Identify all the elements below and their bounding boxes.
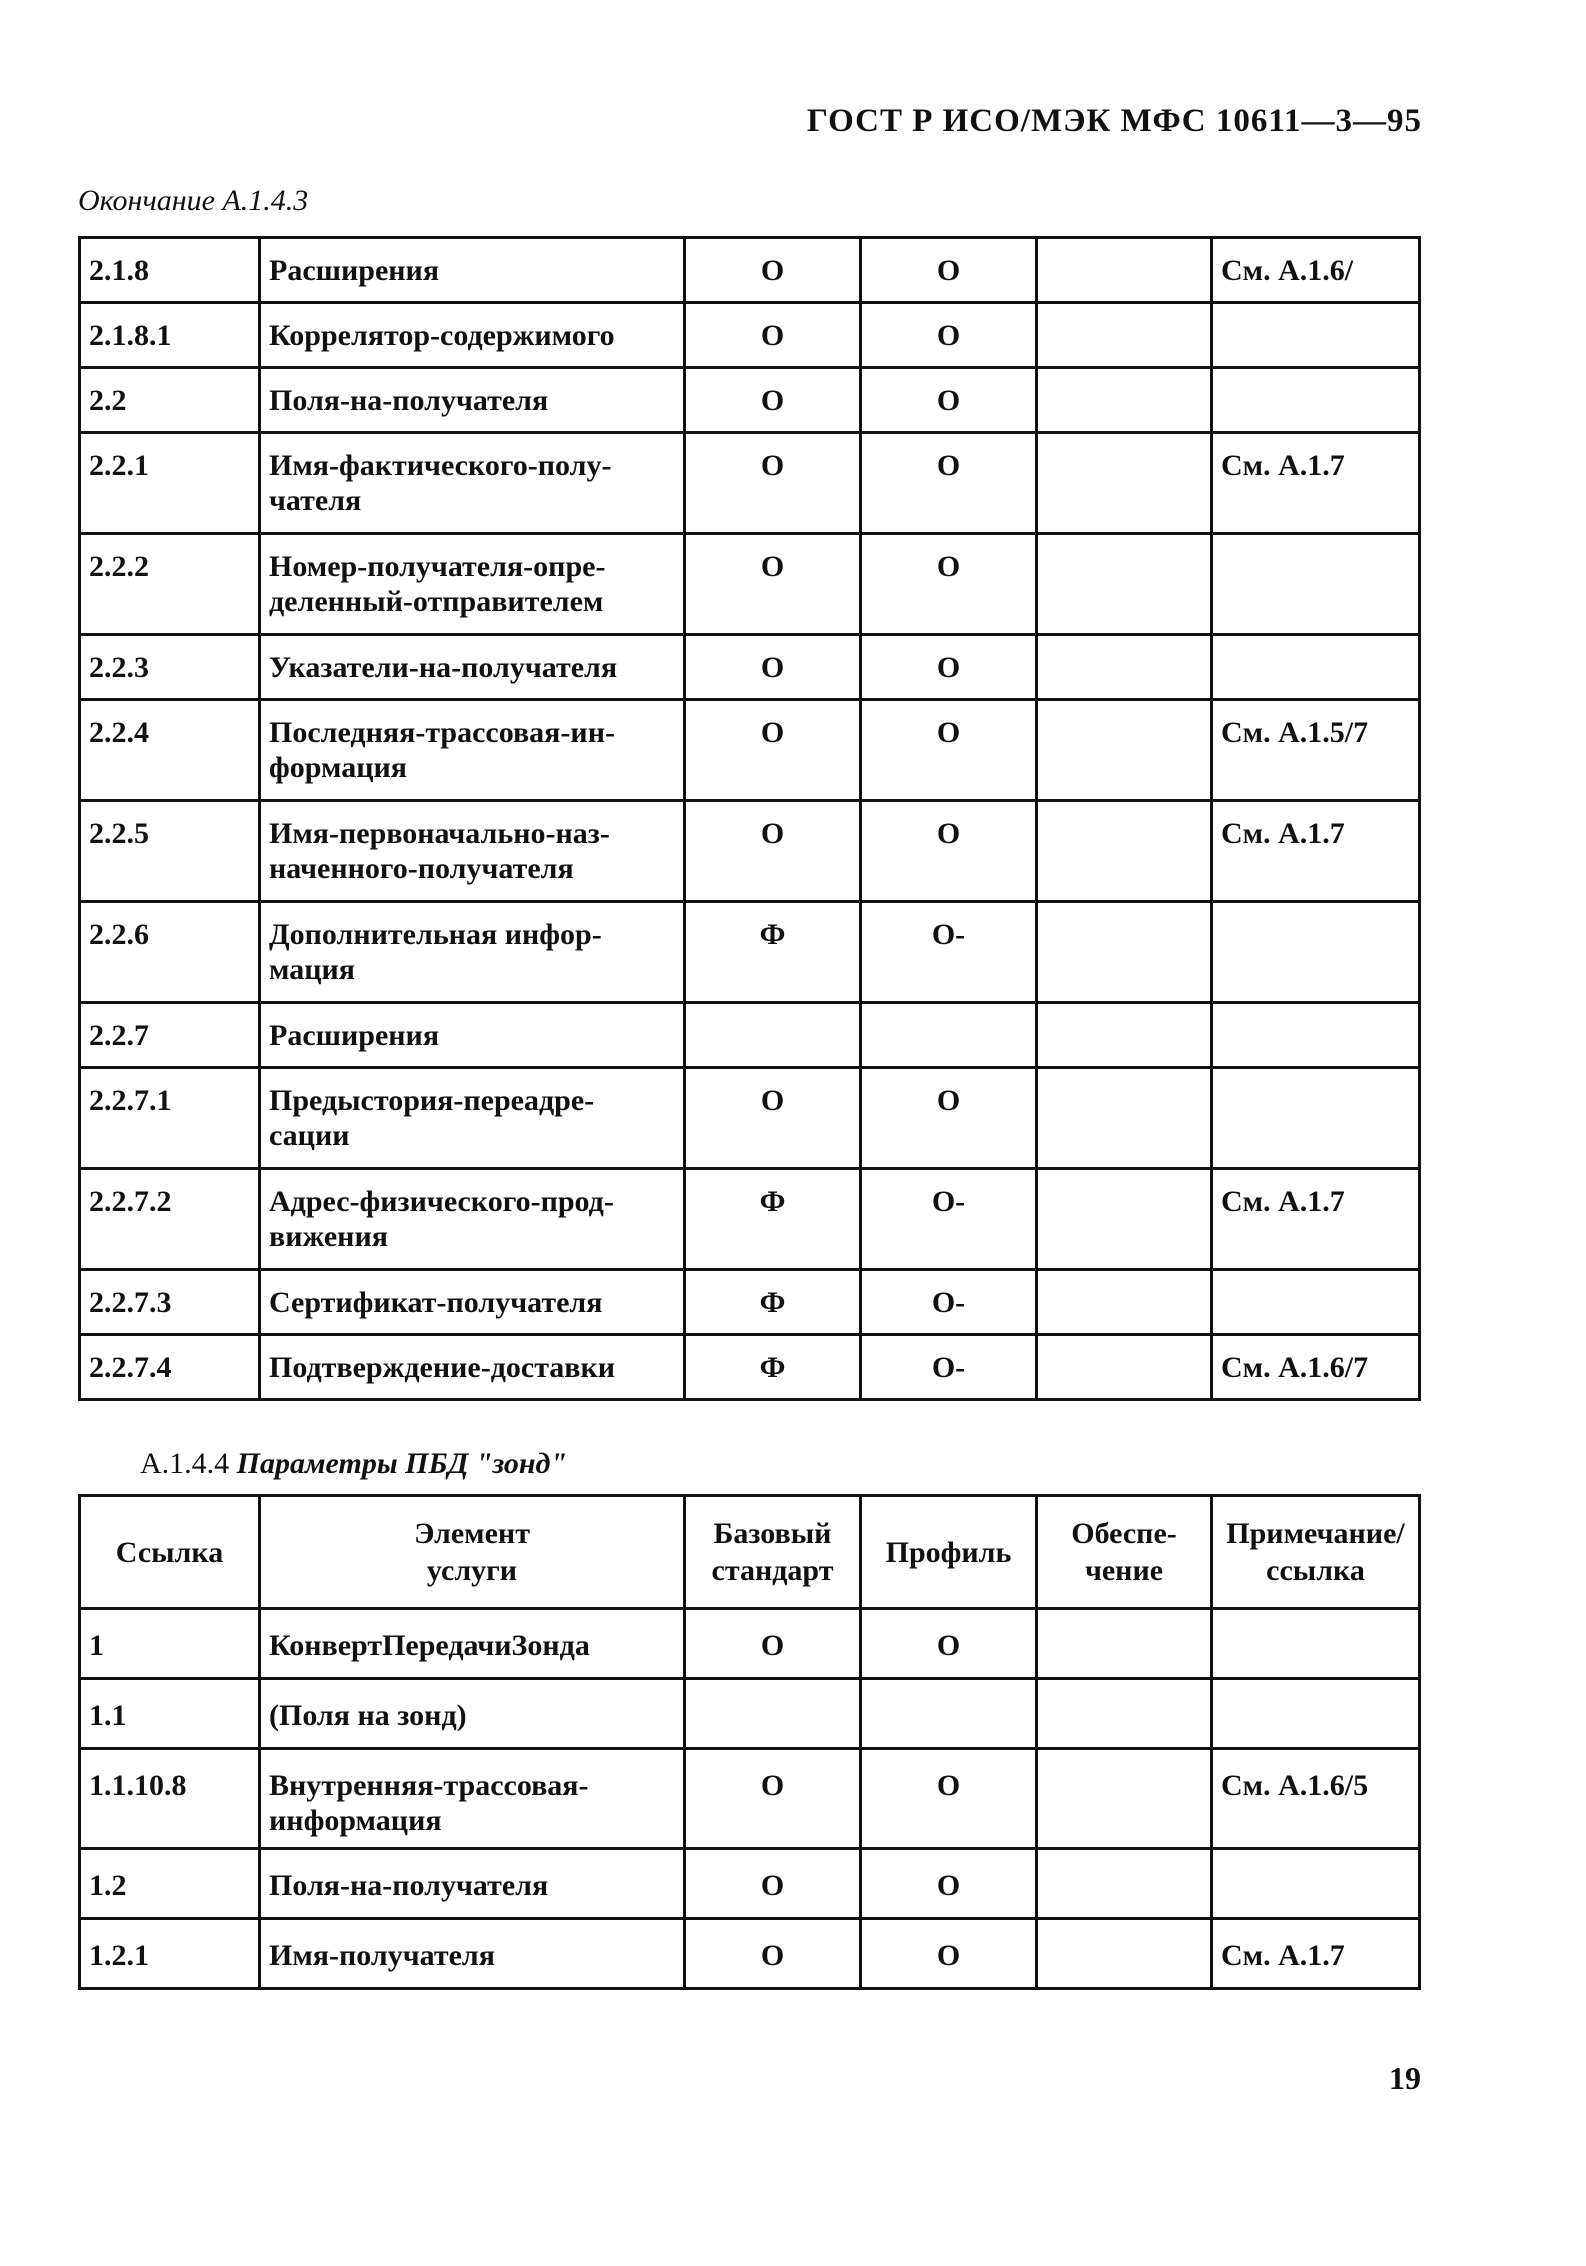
column-header-support: Обеспе- чение	[1037, 1496, 1212, 1609]
cell-ref: 2.2.7.4	[80, 1335, 260, 1400]
table-row	[80, 1270, 1420, 1335]
table-row	[80, 1003, 1420, 1068]
table-row	[80, 1679, 1420, 1749]
cell-base-standard: Ф	[685, 1169, 861, 1270]
cell-element: Внутренняя-трассовая- информация	[260, 1749, 685, 1849]
cell-base-standard: О	[685, 801, 861, 902]
cell-support	[1037, 1749, 1212, 1849]
cell-base-standard: Ф	[685, 902, 861, 1003]
cell-profile: О	[861, 801, 1037, 902]
cell-base-standard	[685, 1003, 861, 1068]
cell-support	[1037, 700, 1212, 801]
cell-element: Предыстория-переадре- сации	[260, 1068, 685, 1169]
section-heading	[140, 1447, 567, 1481]
cell-support	[1037, 902, 1212, 1003]
table-row	[80, 1749, 1420, 1849]
cell-profile: О	[861, 1609, 1037, 1679]
cell-ref: 2.2.7.1	[80, 1068, 260, 1169]
cell-profile: О	[861, 1749, 1037, 1849]
cell-note	[1212, 1849, 1420, 1919]
table-row	[80, 238, 1420, 303]
cell-note	[1212, 1679, 1420, 1749]
cell-element: Расширения	[260, 1003, 685, 1068]
cell-ref: 1.2	[80, 1849, 260, 1919]
cell-note	[1212, 1270, 1420, 1335]
cell-ref: 2.2.7.2	[80, 1169, 260, 1270]
cell-profile: О	[861, 700, 1037, 801]
table-row	[80, 801, 1420, 902]
cell-profile: О	[861, 368, 1037, 433]
cell-element: Поля-на-получателя	[260, 1849, 685, 1919]
table-row	[80, 902, 1420, 1003]
cell-note: См. А.1.6/5	[1212, 1749, 1420, 1849]
cell-base-standard: О	[685, 1749, 861, 1849]
table-row	[80, 303, 1420, 368]
cell-ref: 1.2.1	[80, 1919, 260, 1989]
cell-ref: 1.1.10.8	[80, 1749, 260, 1849]
cell-base-standard: О	[685, 635, 861, 700]
cell-ref: 2.2.1	[80, 433, 260, 534]
cell-base-standard	[685, 1679, 861, 1749]
column-header-ref: Ссылка	[80, 1496, 260, 1609]
cell-element: Адрес-физического-прод- вижения	[260, 1169, 685, 1270]
cell-note: См. А.1.6/7	[1212, 1335, 1420, 1400]
cell-ref: 1.1	[80, 1679, 260, 1749]
cell-support	[1037, 1849, 1212, 1919]
column-header-element: Элемент услуги	[260, 1496, 685, 1609]
document-header: ГОСТ Р ИСО/МЭК МФС 10611—3—95	[806, 103, 1422, 139]
cell-base-standard: О	[685, 368, 861, 433]
table-row	[80, 1169, 1420, 1270]
cell-profile: О	[861, 1849, 1037, 1919]
cell-ref: 2.2.6	[80, 902, 260, 1003]
cell-support	[1037, 1169, 1212, 1270]
cell-support	[1037, 635, 1212, 700]
cell-support	[1037, 534, 1212, 635]
cell-profile	[861, 1679, 1037, 1749]
table-row	[80, 1919, 1420, 1989]
cell-profile: О	[861, 534, 1037, 635]
cell-support	[1037, 1270, 1212, 1335]
cell-element: Поля-на-получателя	[260, 368, 685, 433]
cell-base-standard: О	[685, 1919, 861, 1989]
cell-support	[1037, 1679, 1212, 1749]
cell-base-standard: О	[685, 238, 861, 303]
cell-element: Дополнительная инфор- мация	[260, 902, 685, 1003]
parameters-table-a143	[78, 236, 1421, 1401]
table-row	[80, 635, 1420, 700]
cell-note	[1212, 303, 1420, 368]
cell-support	[1037, 801, 1212, 902]
cell-ref: 2.2.5	[80, 801, 260, 902]
cell-note	[1212, 1003, 1420, 1068]
cell-support	[1037, 1068, 1212, 1169]
cell-base-standard: О	[685, 433, 861, 534]
section-number: А.1.4.4	[140, 1447, 230, 1480]
cell-profile: О	[861, 433, 1037, 534]
table-row	[80, 534, 1420, 635]
cell-element: Имя-первоначально-наз- наченного-получателя	[260, 801, 685, 902]
cell-profile	[861, 1003, 1037, 1068]
cell-note	[1212, 534, 1420, 635]
cell-support	[1037, 1003, 1212, 1068]
cell-ref: 2.2.2	[80, 534, 260, 635]
cell-support	[1037, 1919, 1212, 1989]
cell-note: См. А.1.7	[1212, 1919, 1420, 1989]
cell-ref: 2.1.8.1	[80, 303, 260, 368]
cell-element: КонвертПередачиЗонда	[260, 1609, 685, 1679]
cell-support	[1037, 238, 1212, 303]
cell-base-standard: Ф	[685, 1270, 861, 1335]
cell-note: См. А.1.6/	[1212, 238, 1420, 303]
cell-element: Коррелятор-содержимого	[260, 303, 685, 368]
cell-note: См. А.1.7	[1212, 801, 1420, 902]
parameters-table-a144	[78, 1494, 1421, 1990]
cell-element: Подтверждение-доставки	[260, 1335, 685, 1400]
table-row	[80, 700, 1420, 801]
column-header-base-standard: Базовый стандарт	[685, 1496, 861, 1609]
cell-element: Последняя-трассовая-ин- формация	[260, 700, 685, 801]
cell-ref: 2.2.7.3	[80, 1270, 260, 1335]
cell-support	[1037, 433, 1212, 534]
section-title: Параметры ПБД "зонд"	[236, 1447, 568, 1480]
cell-note	[1212, 902, 1420, 1003]
cell-base-standard: О	[685, 700, 861, 801]
cell-profile: О	[861, 1919, 1037, 1989]
cell-profile: О	[861, 635, 1037, 700]
cell-ref: 2.2.4	[80, 700, 260, 801]
cell-note: См. А.1.7	[1212, 1169, 1420, 1270]
cell-profile: О-	[861, 902, 1037, 1003]
cell-element: Номер-получателя-опре- деленный-отправителем	[260, 534, 685, 635]
cell-ref: 2.2.3	[80, 635, 260, 700]
cell-base-standard: О	[685, 1068, 861, 1169]
cell-note	[1212, 368, 1420, 433]
cell-ref: 2.2.7	[80, 1003, 260, 1068]
cell-profile: О-	[861, 1169, 1037, 1270]
cell-ref: 2.1.8	[80, 238, 260, 303]
cell-note: См. А.1.7	[1212, 433, 1420, 534]
cell-element: Имя-фактического-полу- чателя	[260, 433, 685, 534]
table-row	[80, 368, 1420, 433]
column-header-note: Примечание/ ссылка	[1212, 1496, 1420, 1609]
cell-note	[1212, 1609, 1420, 1679]
cell-note	[1212, 635, 1420, 700]
cell-profile: О-	[861, 1335, 1037, 1400]
cell-support	[1037, 303, 1212, 368]
table-row	[80, 1849, 1420, 1919]
cell-base-standard: Ф	[685, 1335, 861, 1400]
cell-ref: 1	[80, 1609, 260, 1679]
table-continuation-caption: Окончание А.1.4.3	[78, 184, 309, 217]
cell-base-standard: О	[685, 1849, 861, 1919]
cell-base-standard: О	[685, 303, 861, 368]
cell-element: Сертификат-получателя	[260, 1270, 685, 1335]
table-row	[80, 1068, 1420, 1169]
cell-element: Расширения	[260, 238, 685, 303]
cell-profile: О-	[861, 1270, 1037, 1335]
cell-base-standard: О	[685, 534, 861, 635]
page-number: 19	[1389, 2060, 1421, 2096]
cell-support	[1037, 368, 1212, 433]
cell-profile: О	[861, 1068, 1037, 1169]
column-header-profile: Профиль	[861, 1496, 1037, 1609]
cell-element: (Поля на зонд)	[260, 1679, 685, 1749]
table-row	[80, 433, 1420, 534]
cell-element: Имя-получателя	[260, 1919, 685, 1989]
cell-profile: О	[861, 238, 1037, 303]
cell-base-standard: О	[685, 1609, 861, 1679]
cell-note: См. А.1.5/7	[1212, 700, 1420, 801]
cell-support	[1037, 1609, 1212, 1679]
cell-element: Указатели-на-получателя	[260, 635, 685, 700]
table-row	[80, 1335, 1420, 1400]
cell-support	[1037, 1335, 1212, 1400]
cell-note	[1212, 1068, 1420, 1169]
cell-profile: О	[861, 303, 1037, 368]
table-row	[80, 1609, 1420, 1679]
cell-ref: 2.2	[80, 368, 260, 433]
